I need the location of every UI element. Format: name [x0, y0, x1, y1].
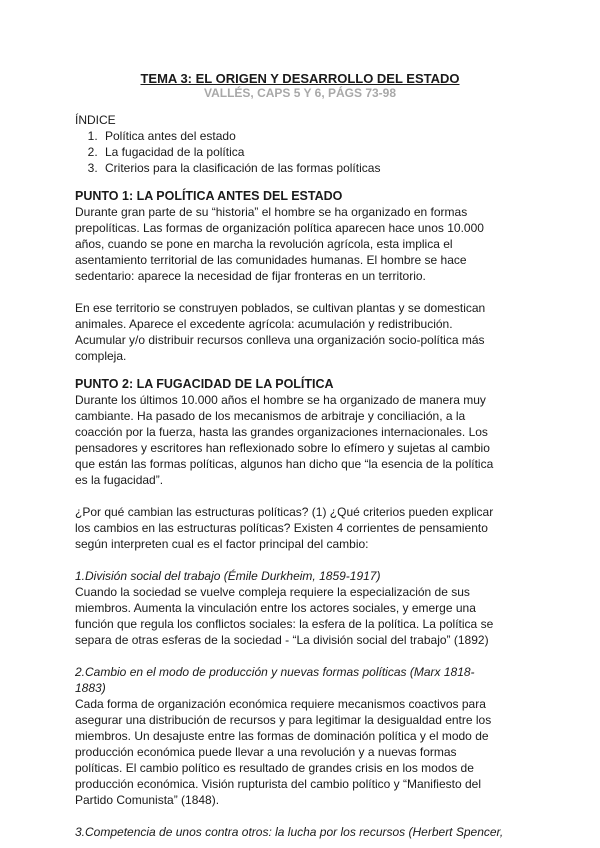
subsection-title: 2.Cambio en el modo de producción y nuevas formas políticas (Marx 1818-1883)	[75, 665, 475, 695]
document-subtitle: VALLÉS, CAPS 5 Y 6, PÁGS 73-98	[203, 86, 397, 100]
index-list	[75, 128, 505, 176]
index-item: 2. La fugacidad de la política	[101, 144, 505, 160]
paragraph: Cada forma de organización económica requiere mecanismos coactivos para asegurar una distribución de recursos y para legitimar la desigualdad entre los miembros. Un desajuste entre las formas de dominación política y el modo de producción económica puede llevar a una revolución y a nuevas formas políticas. El cambio político es resultado de grandes crisis en los modos de producción económica. Visión rupturista del cambio político y “Manifiesto del Partido Comunista” (1848).	[75, 697, 492, 807]
subsection-title: 1.División social del trabajo (Émile Durkheim, 1859-1917)	[75, 569, 381, 583]
section-heading-punto1: PUNTO 1: LA POLÍTICA ANTES DEL ESTADO	[75, 189, 343, 203]
subsection-title: 3.Competencia de unos contra otros: la lucha por los recursos (Herbert Spencer,	[75, 825, 504, 839]
index-item: 1. Política antes del estado	[101, 128, 505, 144]
index-heading: ÍNDICE	[75, 113, 116, 127]
index-item: 3. Criterios para la clasificación de las formas políticas	[101, 160, 505, 176]
paragraph: Durante gran parte de su “historia” el hombre se ha organizado en formas prepolíticas. Las formas de organización política aparecen hace unos 10.000 años, cuando se pone en marcha la revolución agrícola, esta implica el asentamiento territorial de las comunidades humanas. El hombre se hace sedentario: aparece la necesidad de fijar fronteras en un territorio.	[75, 205, 484, 283]
paragraph: En ese territorio se construyen poblados, se cultivan plantas y se domestican animales. Aparece el excedente agrícola: acumulación y redistribución. Acumular y/o distribuir recursos conlleva una organización socio-política más compleja.	[75, 301, 486, 363]
section-heading-punto2: PUNTO 2: LA FUGACIDAD DE LA POLÍTICA	[75, 377, 334, 391]
paragraph: ¿Por qué cambian las estructuras políticas? (1) ¿Qué criterios pueden explicar los cambios en las estructuras políticas? Existen 4 corrientes de pensamiento según interpreten cual es el factor principal del cambio:	[75, 505, 494, 551]
document-title: TEMA 3: EL ORIGEN Y DESARROLLO DEL ESTADO	[140, 71, 460, 86]
document-body	[75, 112, 505, 840]
paragraph: Durante los últimos 10.000 años el hombre se ha organizado de manera muy cambiante. Ha pasado de los mecanismos de arbitraje y conciliación, a la coacción por la fuerza, hasta las grandes organizaciones internacionales. Los pensadores y escritores han reflexionado sobre lo efímero y sujetas al cambio que están las formas políticas, algunos han dicho que “la esencia de la política es la fugacidad”.	[75, 393, 494, 487]
paragraph: Cuando la sociedad se vuelve compleja requiere la especialización de sus miembros. Aumenta la vinculación entre los actores sociales, y emerge una función que regula los conflictos sociales: la esfera de la política. La política se separa de otras esferas de la sociedad - “La división social del trabajo” (1892)	[75, 585, 494, 647]
